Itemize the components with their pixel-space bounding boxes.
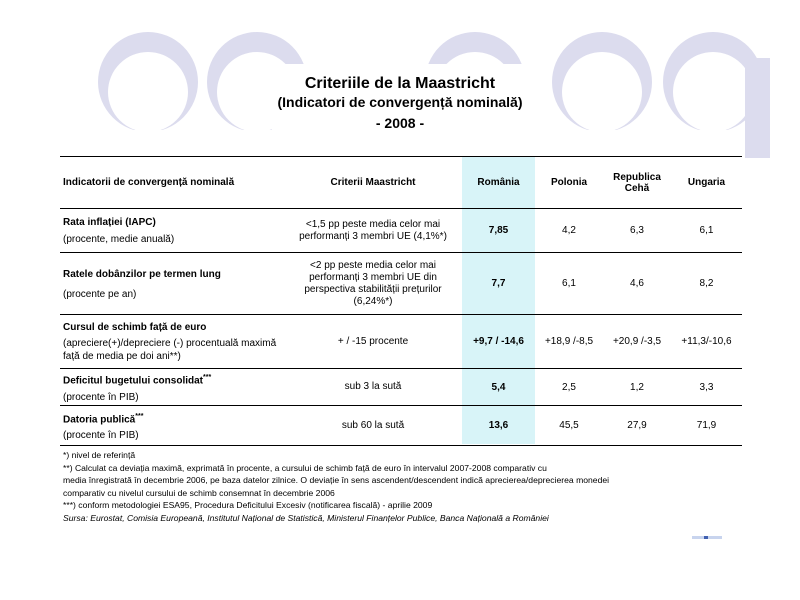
footnotes <box>63 449 763 524</box>
footnote-exchange-rate-cont: media înregistrată în decembrie 2006, pe baza datelor zilnice. O deviație în sens ascendent/descendent indică aprecierea/deprecierea monedei <box>63 475 610 485</box>
indicator-subtitle: (procente în PIB) <box>63 391 139 403</box>
header-indicator: Indicatorii de convergență nominală <box>60 157 284 209</box>
indicator-cell <box>60 369 284 406</box>
table-row <box>60 369 742 406</box>
criteria-cell: <1,5 pp peste media celor mai performanți 3 membri UE (4,1%*) <box>284 209 462 253</box>
romania-value: 13,6 <box>462 406 535 446</box>
footnote-methodology: ***) conform metodologiei ESA95, Procedura Deficitului Excesiv (notificarea fiscală) - aprilie 2009 <box>63 500 433 510</box>
romania-value: 7,85 <box>462 209 535 253</box>
table-row <box>60 209 742 253</box>
cehia-value: 27,9 <box>603 406 671 446</box>
indicator-cell <box>60 209 284 253</box>
table-row <box>60 315 742 369</box>
slide-nav-marker <box>692 536 722 539</box>
footnote-reference: *) nivel de referință <box>63 450 136 460</box>
romania-value: 5,4 <box>462 369 535 406</box>
main-title: Criteriile de la Maastricht <box>304 75 496 92</box>
source-line: Sursa: Eurostat, Comisia Europeană, Institutul Național de Statistică, Ministerul Finanțelor Publice, Banca Națională a României <box>63 512 549 523</box>
indicator-subtitle: (apreciere(+)/depreciere (-) procentuală maximă față de media pe doi ani**) <box>63 338 277 362</box>
indicator-subtitle: (procente, medie anuală) <box>63 234 175 245</box>
header-polonia: Polonia <box>535 157 603 209</box>
indicator-cell <box>60 253 284 315</box>
table-row <box>60 406 742 446</box>
polonia-value: 2,5 <box>535 369 603 406</box>
cehia-value: 4,6 <box>603 253 671 315</box>
header-romania: România <box>462 157 535 209</box>
indicator-footnote-mark: *** <box>203 374 212 382</box>
indicator-name: Deficitul bugetului consolidat <box>63 375 203 387</box>
polonia-value: +18,9 /-8,5 <box>535 315 603 369</box>
polonia-value: 6,1 <box>535 253 603 315</box>
indicator-subtitle: (procente în PIB) <box>63 430 139 442</box>
indicator-name: Ratele dobânzilor pe termen lung <box>63 268 221 280</box>
table-header-row <box>60 157 742 209</box>
cehia-value: 6,3 <box>603 209 671 253</box>
indicator-footnote-mark: *** <box>135 412 144 420</box>
indicator-name: Cursul de schimb față de euro <box>63 322 207 333</box>
ungaria-value: 6,1 <box>671 209 742 253</box>
title-block <box>0 74 800 134</box>
criteria-cell: sub 60 la sută <box>284 406 462 446</box>
polonia-value: 45,5 <box>535 406 603 446</box>
indicator-name: Rata inflației (IAPC) <box>63 217 156 228</box>
ungaria-value: +11,3/-10,6 <box>671 315 742 369</box>
year-label: - 2008 - <box>375 115 425 131</box>
header-cehia: Republica Cehă <box>603 157 671 209</box>
convergence-table <box>60 156 742 446</box>
indicator-name: Datoria publică <box>63 414 136 426</box>
cehia-value: 1,2 <box>603 369 671 406</box>
footnote-exchange-rate: **) Calculat ca deviația maximă, exprimată în procente, a cursului de schimb față de euro în intervalul 2007-2008 comparativ cu <box>63 462 547 473</box>
footnote-exchange-rate-cont: comparativ cu nivelul cursului de schimb consemnat în decembrie 2006 <box>63 487 335 498</box>
criteria-cell: sub 3 la sută <box>284 369 462 406</box>
romania-value: 7,7 <box>462 253 535 315</box>
header-ungaria: Ungaria <box>671 157 742 209</box>
criteria-cell: + / -15 procente <box>284 315 462 369</box>
subtitle: (Indicatori de convergență nominală) <box>277 94 523 110</box>
indicator-cell <box>60 315 284 369</box>
criteria-cell: <2 pp peste media celor mai performanți 3 membri UE din perspectiva stabilității prețurilor (6,24%*) <box>284 253 462 315</box>
table-row <box>60 253 742 315</box>
header-criteria: Criterii Maastricht <box>284 157 462 209</box>
indicator-cell <box>60 406 284 446</box>
ungaria-value: 71,9 <box>671 406 742 446</box>
romania-value: +9,7 / -14,6 <box>462 315 535 369</box>
polonia-value: 4,2 <box>535 209 603 253</box>
ungaria-value: 8,2 <box>671 253 742 315</box>
ungaria-value: 3,3 <box>671 369 742 406</box>
cehia-value: +20,9 /-3,5 <box>603 315 671 369</box>
indicator-subtitle: (procente pe an) <box>63 288 137 300</box>
